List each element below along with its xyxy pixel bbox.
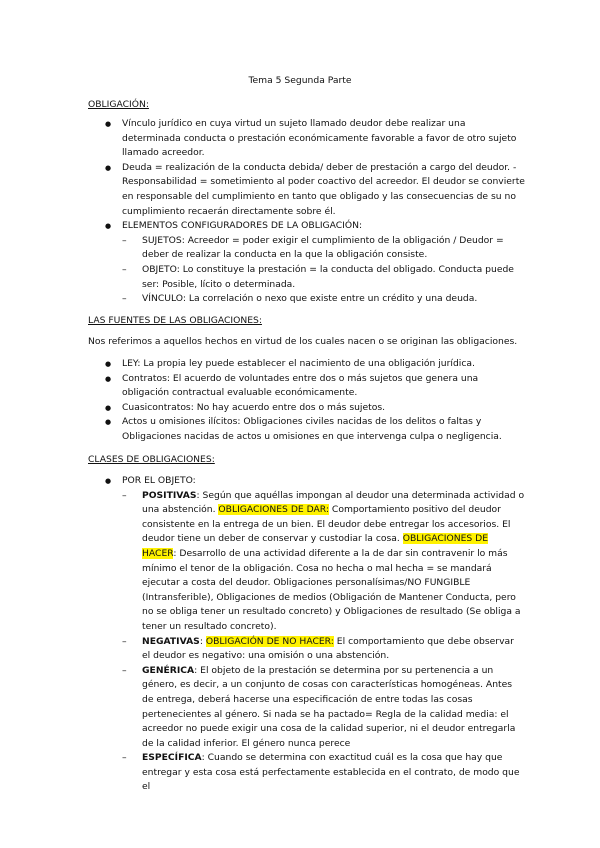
list-item: ● Vínculo jurídico en cuya virtud un sujeto llamado deudor debe realizar una determinada conducta o prestación económicamente favorable a favor de otro sujeto llamado acreedor. <box>105 117 525 161</box>
sub-item: – OBJETO: Lo constituye la prestación = la conducta del obligado. Conducta puede ser: Posible, lícito o determinada. <box>122 263 525 292</box>
list-item: ● Deuda = realización de la conducta debida/ deber de prestación a cargo del deudor. - Responsabilidad = sometimiento al poder coactivo del acreedor. El deudor se convierte en responsable del cumplimiento en tanto que obligado y las consecuencias de su no cumplimiento recaerán directamente sobre él. <box>105 161 525 219</box>
obligacion-list <box>105 117 525 307</box>
list-item: ● Contratos: El acuerdo de voluntades entre dos o más sujetos que genera una obligación contractual evaluable económicamente. <box>105 372 525 401</box>
fuentes-intro: Nos referimos a aquellos hechos en virtud de los cuales nacen o se originan las obligaciones. <box>88 336 518 347</box>
list-item: ● Actos u omisiones ilícitos: Obligaciones civiles nacidas de los delitos o faltas y Obligaciones nacidas de actos u omisiones en que intervenga culpa o negligencia. <box>105 415 525 444</box>
term-label: ESPECÍFICA <box>142 752 202 764</box>
heading-fuentes: LAS FUENTES DE LAS OBLIGACIONES: <box>88 315 262 326</box>
list-item <box>105 219 525 307</box>
objeto-sublist <box>122 489 525 795</box>
fuentes-list <box>105 357 525 445</box>
highlight: OBLIGACIONES DE DAR: <box>218 504 330 516</box>
highlight: OBLIGACIONES DE HACER <box>142 533 489 559</box>
elementos-sublist <box>122 234 525 307</box>
sub-item: – SUJETOS: Acreedor = poder exigir el cumplimiento de la obligación / Deudor = deber de realizar la conducta en la que la obligación consiste. <box>122 234 525 263</box>
highlight: OBLIGACIÓN DE NO HACER: <box>205 635 334 647</box>
heading-obligacion: OBLIGACIÓN: <box>88 99 149 110</box>
sub-item-positivas: – POSITIVAS: Según que aquéllas impongan al deudor una determinada actividad o una abstención. OBLIGACIONES DE DAR: Comportamiento positivo del deudor consistente en la entrega de un bien. El deudor debe entregar los accesorios. El deudor tiene un deber de conservar y custodiar la cosa. OBLIGACIONES DE HACER: Desarrollo de una actividad diferente a la de dar sin contravenir lo más mínimo el tenor de la obligación. Cosa no hecha o mal hecha = se mandará ejecutar a costa del deudor. Obligaciones personalísimas/NO FUNGIBLE (Intransferible), Obligaciones de medios (Obligación de Mantener Conducta, pero no se obliga tener un resultado concreto) y Obligaciones de resultado (Se obliga a tener un resultado concreto). <box>122 489 525 635</box>
document-title: Tema 5 Segunda Parte <box>248 75 352 86</box>
term-label: NEGATIVAS <box>142 635 200 647</box>
list-item-label: POR EL OBJETO: <box>122 475 196 486</box>
list-item-label: ELEMENTOS CONFIGURADORES DE LA OBLIGACIÓN: <box>122 220 363 232</box>
sub-item-especifica: – ESPECÍFICA: Cuando se determina con exactitud cuál es la cosa que hay que entregar y esta cosa está perfectamente establecida en el contrato, de modo que el <box>122 751 525 795</box>
term-label: POSITIVAS <box>142 489 197 501</box>
list-item: ● Cuasicontratos: No hay acuerdo entre dos o más sujetos. <box>105 401 525 416</box>
list-item: ● LEY: La propia ley puede establecer el nacimiento de una obligación jurídica. <box>105 357 525 372</box>
list-item <box>105 474 525 795</box>
clases-list <box>105 474 525 795</box>
sub-item-negativas: – NEGATIVAS: OBLIGACIÓN DE NO HACER: El comportamiento que debe observar el deudor es negativo: una omisión o una abstención. <box>122 635 525 664</box>
heading-clases: CLASES DE OBLIGACIONES: <box>88 454 215 465</box>
sub-item: – VÍNCULO: La correlación o nexo que existe entre un crédito y una deuda. <box>122 292 525 307</box>
sub-item-generica: – GENÉRICA: El objeto de la prestación se determina por su pertenencia a un género, es decir, a un conjunto de cosas con características homogéneas. Antes de entrega, deberá hacerse una especificación de entre todas las cosas pertenecientes al género. Si nada se ha pactado= Regla de la calidad media: el acreedor no puede exigir una cosa de la calidad superior, ni el deudor entregarla de la calidad inferior. El género nunca perece <box>122 664 525 752</box>
term-label: GENÉRICA <box>142 664 195 676</box>
